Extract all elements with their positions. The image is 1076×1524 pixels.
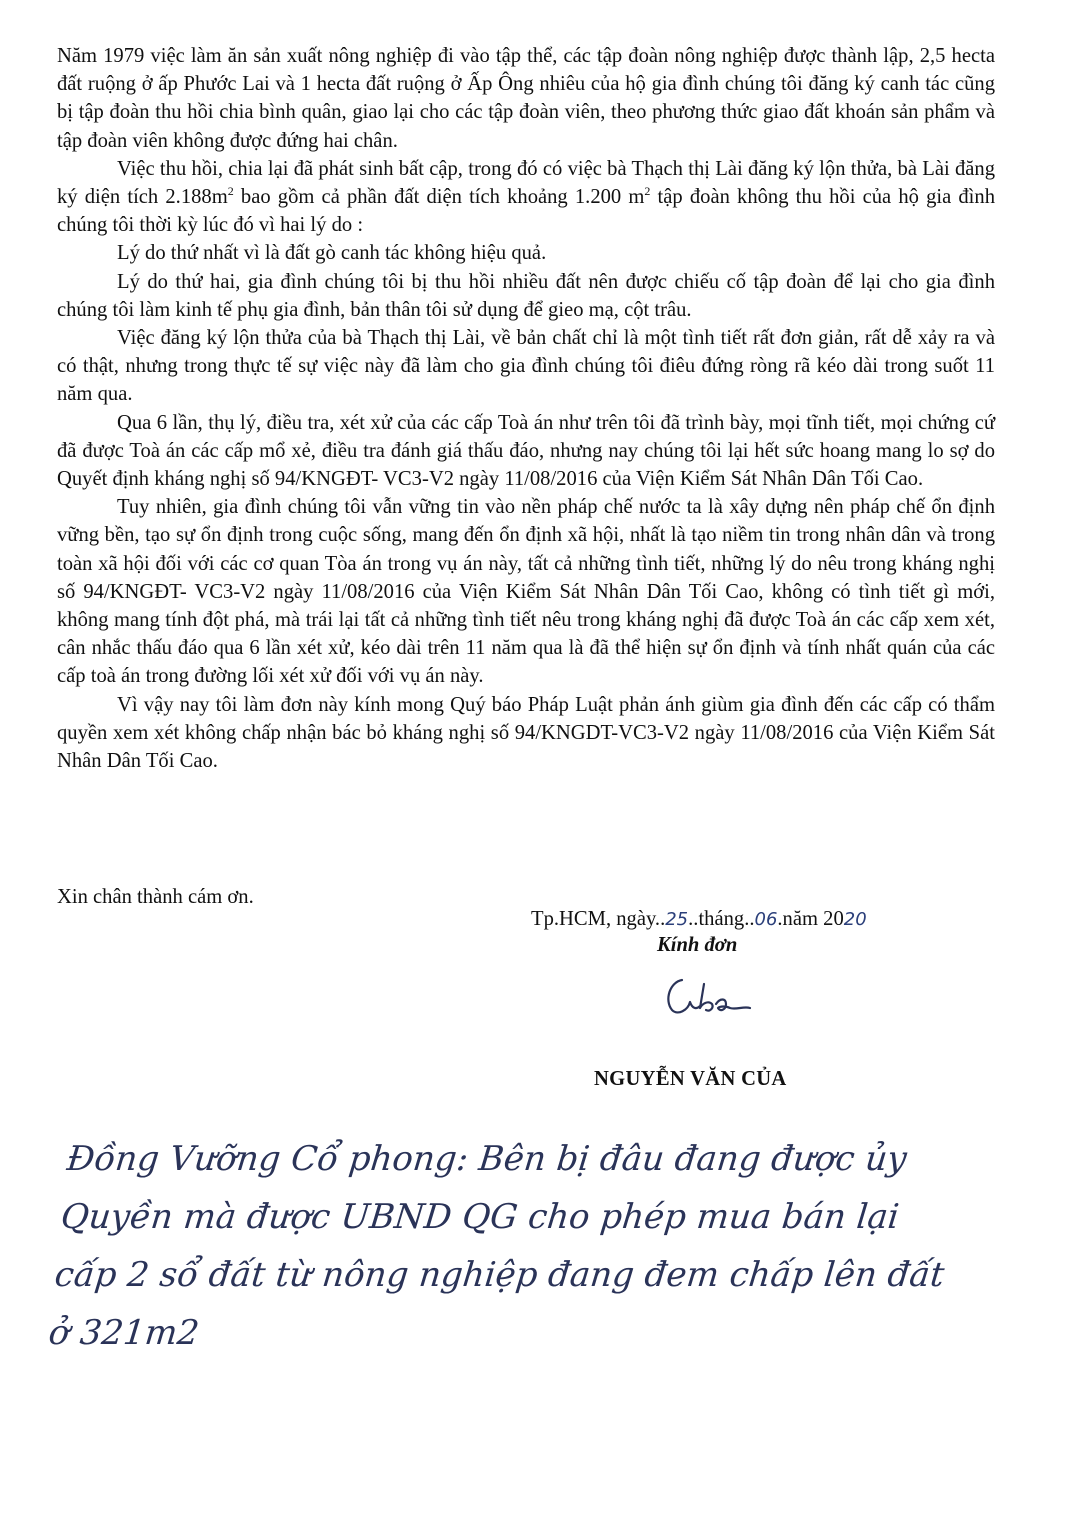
signer-name: NGUYỄN VĂN CỦA xyxy=(594,1068,787,1090)
date-month: 06 xyxy=(754,909,778,930)
handwritten-line-2: Quyền mà được UBND QG cho phép mua bán lại xyxy=(58,1197,901,1237)
kinh-don-label: Kính đơn xyxy=(657,934,738,956)
handwritten-line-1: Đồng Vưỡng Cổ phong: Bên bị đâu đang được ủy xyxy=(65,1139,909,1179)
paragraph-7: Vì vậy nay tôi làm đơn này kính mong Quý báo Pháp Luật phản ánh giùm gia đình đến các cấp có thẩm quyền xem xét không chấp nhận bác bỏ kháng nghị số 94/KNGDT-VC3-V2 ngày 11/08/2016 của Viện Kiểm Sát Nhân Dân Tối Cao. xyxy=(57,693,995,773)
paragraph-4: Việc đăng ký lộn thửa của bà Thạch thị Lài, về bản chất chỉ là một tình tiết rất đơn giản, rất dễ xảy ra và có thật, nhưng trong thực tế sự việc này đã làm cho gia đình chúng tôi điêu đứng ròng rã kéo dài trong suốt 11 năm qua. xyxy=(57,327,995,406)
paragraph-reason-1: Lý do thứ nhất vì là đất gò canh tác không hiệu quả. xyxy=(117,242,547,265)
handwritten-line-4: ở 321m2 xyxy=(46,1313,202,1353)
paragraph-5: Qua 6 lần, thụ lý, điều tra, xét xử của các cấp Toà án như trên tôi đã trình bày, mọi tĩnh tiết, mọi chứng cứ đã được Toà án các cấp mổ xẻ, điều tra đánh giá thấu đáo, nhưng nay chúng tôi lại hết sức hoang mang lo sợ do Quyết định kháng nghị số 94/KNGĐT- VC3-V2 ngày 11/08/2016 của Viện Kiểm Sát Nhân Dân Tối Cao. xyxy=(57,411,995,491)
paragraph-reason-2: Lý do thứ hai, gia đình chúng tôi bị thu hồi nhiều đất nên được chiếu cố tập đoàn để lại cho gia đình chúng tôi làm kinh tế phụ gia đình, bản thân tôi sử dụng để gieo mạ, cột trâu. xyxy=(57,270,995,321)
handwritten-note xyxy=(46,1130,1070,1362)
handwritten-line-3: cấp 2 sổ đất từ nông nghiệp đang đem chấp lên đất xyxy=(52,1255,947,1295)
date-line: Tp.HCM, ngày..25..tháng..06.năm 2020 xyxy=(531,908,867,930)
paragraph-2: Việc thu hồi, chia lại đã phát sinh bất cập, trong đó có việc bà Thạch thị Lài đăng ký lộn thửa, bà Lài đăng ký diện tích $2.188m^2$ bao gồm cả phần đất diện tích khoảng 1.200 $m^2$ tập đoàn không thu hồi của hộ gia đình chúng tôi thời kỳ lúc đó vì hai lý do : xyxy=(57,157,995,237)
date-day: 25 xyxy=(665,909,689,930)
paragraph-6: Tuy nhiên, gia đình chúng tôi vẫn vững tin vào nền pháp chế nước ta là xây dựng nên pháp chế ổn định vững bền, tạo sự ổn định trong cuộc sống, mang đến ổn định xã hội, nhất là tạo niềm tin trong nhân dân và trong toàn xã hội đối với các cơ quan Tòa án trong vụ án này, tất cả những tình tiết, những lý do nêu trong kháng nghị số 94/KNGĐT- VC3-V2 ngày 11/08/2016 của Viện Kiểm Sát Nhân Dân Tối Cao, không có tình tiết gì mới, không mang tính đột phá, mà trái lại tất cả những tình tiết nêu trong kháng nghị đã được Toà án các cấp xem xét, cân nhắc thấu đáo qua 6 lần xét xử, kéo dài trên 11 năm qua là đã thể hiện sự ổn định và tính nhất quán của các cấp toà án trong đường lối xét xử đối với vụ án này. xyxy=(57,496,995,688)
letter-body xyxy=(57,42,995,775)
paragraph-1: Năm 1979 việc làm ăn sản xuất nông nghiệp đi vào tập thể, các tập đoàn nông nghiệp được thành lập, 2,5 hecta đất ruộng ở ấp Phước Lai và 1 hecta đất ruộng ở Ấp Ông nhiêu của hộ gia đình chúng tôi đăng ký canh tác cũng bị tập đoàn thu hồi chia bình quân, giao lại cho các tập đoàn viên, theo phương thức giao đất khoán sản phẩm và tập đoàn viên không được đứng hai chân. xyxy=(57,45,995,152)
date-year: 20 xyxy=(843,909,867,930)
closing-thanks: Xin chân thành cám ơn. xyxy=(57,886,254,908)
signature-mark xyxy=(660,970,770,1020)
